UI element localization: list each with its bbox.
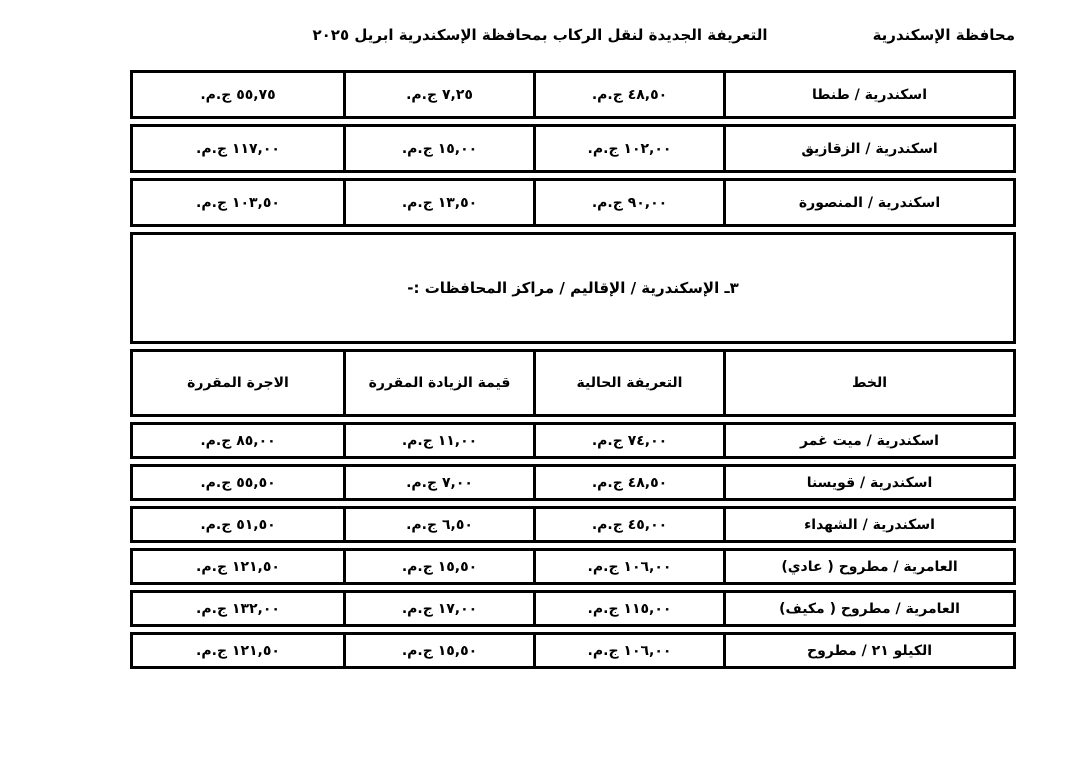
table-header-row (130, 349, 1016, 417)
line-cell: العامرية / مطروح ( عادي) (723, 551, 1013, 582)
line-cell: العامرية / مطروح ( مكيف) (723, 593, 1013, 624)
fare-cell: ١٠٣,٥٠ ج.م. (196, 194, 280, 211)
increase-cell: ١١,٠٠ ج.م. (343, 425, 533, 456)
line-cell: اسكندرية / ميت غمر (723, 425, 1013, 456)
table-row (130, 632, 1016, 669)
current-tariff-cell: ٧٤,٠٠ ج.م. (533, 425, 723, 456)
increase-cell: ١٧,٠٠ ج.م. (343, 593, 533, 624)
section-row (130, 232, 1016, 344)
line-cell: اسكندرية / المنصورة (723, 181, 1013, 224)
table-row (130, 548, 1016, 585)
increase-cell: ٧,٢٥ ج.م. (343, 73, 533, 116)
current-tariff-cell: ٤٨,٥٠ ج.م. (533, 467, 723, 498)
increase-cell: ١٥,٥٠ ج.م. (343, 551, 533, 582)
fare-cell: ١١٧,٠٠ ج.م. (196, 140, 280, 157)
table-row (130, 70, 1016, 119)
fare-cell: ١٣٢,٠٠ ج.م. (196, 600, 280, 617)
line-cell: اسكندرية / قويسنا (723, 467, 1013, 498)
table-row (130, 422, 1016, 459)
current-tariff-cell: ١٠٦,٠٠ ج.م. (533, 551, 723, 582)
fare-cell: ٥٥,٧٥ ج.م. (200, 86, 276, 103)
section-title: ٣ـ الإسكندرية / الإقاليم / مراكز المحافظات :- (407, 279, 739, 297)
table-row (130, 124, 1016, 173)
increase-cell: ١٣,٥٠ ج.م. (343, 181, 533, 224)
current-tariff-cell: ١٠٦,٠٠ ج.م. (533, 635, 723, 666)
current-tariff-cell: ٤٨,٥٠ ج.م. (533, 73, 723, 116)
document-header (64, 24, 1016, 48)
current-tariff-cell: ١٠٢,٠٠ ج.م. (533, 127, 723, 170)
increase-cell: ١٥,٥٠ ج.م. (343, 635, 533, 666)
line-cell: اسكندرية / طنطا (723, 73, 1013, 116)
current-tariff-cell: ١١٥,٠٠ ج.م. (533, 593, 723, 624)
current-tariff-cell: ٤٥,٠٠ ج.م. (533, 509, 723, 540)
current-tariff-header: التعريفة الحالية (533, 352, 723, 414)
fare-header: الاجرة المقررة (187, 375, 289, 391)
governorate-label: محافظة الإسكندرية (872, 26, 1015, 44)
table-row (130, 506, 1016, 543)
tariff-tables (130, 70, 1016, 674)
fare-cell: ١٢١,٥٠ ج.م. (196, 642, 280, 659)
table-row (130, 464, 1016, 501)
increase-cell: ٧,٠٠ ج.م. (343, 467, 533, 498)
fare-cell: ٥١,٥٠ ج.م. (200, 516, 276, 533)
increase-cell: ١٥,٠٠ ج.م. (343, 127, 533, 170)
fare-cell: ٥٥,٥٠ ج.م. (200, 474, 276, 491)
increase-header: قيمة الزيادة المقررة (343, 352, 533, 414)
fare-cell: ٨٥,٠٠ ج.م. (200, 432, 276, 449)
document-title: التعريفة الجديدة لنقل الركاب بمحافظة الإسكندرية ابريل ٢٠٢٥ (312, 26, 768, 44)
table-row (130, 178, 1016, 227)
line-cell: الكيلو ٢١ / مطروح (723, 635, 1013, 666)
table-row (130, 590, 1016, 627)
fare-cell: ١٢١,٥٠ ج.م. (196, 558, 280, 575)
increase-cell: ٦,٥٠ ج.م. (343, 509, 533, 540)
line-header: الخط (723, 352, 1013, 414)
line-cell: اسكندرية / الزقازيق (723, 127, 1013, 170)
current-tariff-cell: ٩٠,٠٠ ج.م. (533, 181, 723, 224)
line-cell: اسكندرية / الشهداء (723, 509, 1013, 540)
